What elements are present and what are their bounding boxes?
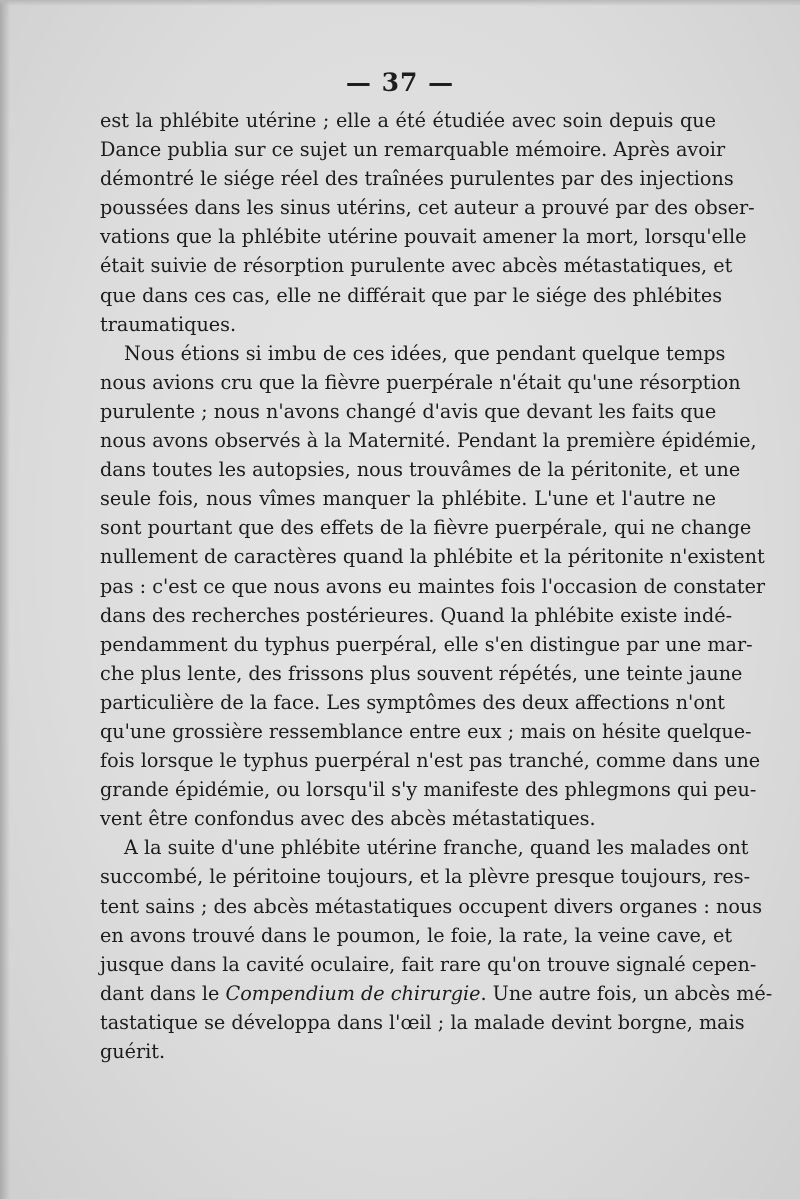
text-run: dant dans le	[100, 981, 226, 1005]
text-line: pas : c'est ce que nous avons eu maintes fois l'occasion de constater	[100, 574, 766, 598]
text-line: seule fois, nous vîmes manquer la phlébite. L'une et l'autre ne	[100, 487, 716, 511]
text-line: poussées dans les sinus utérins, cet auteur a prouvé par des obser-	[100, 196, 755, 220]
text-line: nous avons observés à la Maternité. Pendant la première épidémie,	[100, 429, 757, 453]
body-text	[100, 106, 773, 1066]
text-line: guérit.	[100, 1040, 166, 1063]
text-line: purulente ; nous n'avons changé d'avis que devant les faits que	[100, 399, 717, 423]
text-line: Nous étions si imbu de ces idées, que pendant quelque temps	[124, 341, 726, 365]
text-line: est la phlébite utérine ; elle a été étudiée avec soin depuis que	[100, 109, 716, 132]
text-line: nous avions cru que la fièvre puerpérale n'était qu'une résorption	[100, 370, 741, 394]
book-title-italic: Compendium de chirurgie	[225, 981, 481, 1005]
text-line: succombé, le péritoine toujours, et la plèvre presque toujours, res-	[100, 865, 751, 889]
text-line: tent sains ; des abcès métastatiques occupent divers organes : nous	[100, 894, 763, 918]
text-line: vent être confondus avec des abcès métastatiques.	[100, 807, 596, 831]
text-line: particulière de la face. Les symptômes des deux affections n'ont	[100, 690, 725, 714]
text-line: était suivie de résorption purulente avec abcès métastatiques, et	[100, 254, 733, 278]
text-line: fois lorsque le typhus puerpéral n'est pas tranché, comme dans une	[100, 749, 761, 773]
text-line: vations que la phlébite utérine pouvait amener la mort, lorsqu'elle	[100, 225, 747, 249]
text-line: pendamment du typhus puerpéral, elle s'en distingue par une mar-	[100, 632, 753, 656]
text-line: en avons trouvé dans le poumon, le foie, la rate, la veine cave, et	[100, 923, 733, 947]
text-line: grande épidémie, ou lorsqu'il s'y manifeste des phlegmons qui peu-	[100, 778, 757, 802]
page-number: — 37 —	[345, 68, 455, 97]
page-edge-shadow-left	[0, 0, 10, 1199]
text-line: che plus lente, des frissons plus souvent répétés, une teinte jaune	[100, 661, 743, 685]
text-line: démontré le siége réel des traînées purulentes par des injections	[100, 167, 734, 191]
text-line: A la suite d'une phlébite utérine franche, quand les malades ont	[124, 836, 749, 860]
text-line: Dance publia sur ce sujet un remarquable mémoire. Après avoir	[100, 138, 726, 162]
text-line: dans toutes les autopsies, nous trouvâmes de la péritonite, et une	[100, 458, 741, 482]
text-line: dans des recherches postérieures. Quand la phlébite existe indé-	[100, 603, 733, 627]
text-line: traumatiques.	[100, 312, 237, 336]
text-line: tastatique se développa dans l'œil ; la malade devint borgne, mais	[100, 1010, 745, 1034]
text-run: . Une autre fois, un abcès mé-	[480, 981, 773, 1005]
text-line: que dans ces cas, elle ne différait que par le siége des phlébites	[100, 283, 723, 307]
text-line: nullement de caractères quand la phlébite et la péritonite n'existent	[100, 545, 765, 569]
page-edge-shadow-top	[0, 0, 800, 6]
text-line: qu'une grossière ressemblance entre eux ; mais on hésite quelque-	[100, 719, 752, 743]
text-line-with-italic	[100, 979, 773, 1008]
text-line: sont pourtant que des effets de la fièvre puerpérale, qui ne change	[100, 516, 752, 540]
text-line: jusque dans la cavité oculaire, fait rare qu'on trouve signalé cepen-	[100, 952, 757, 976]
